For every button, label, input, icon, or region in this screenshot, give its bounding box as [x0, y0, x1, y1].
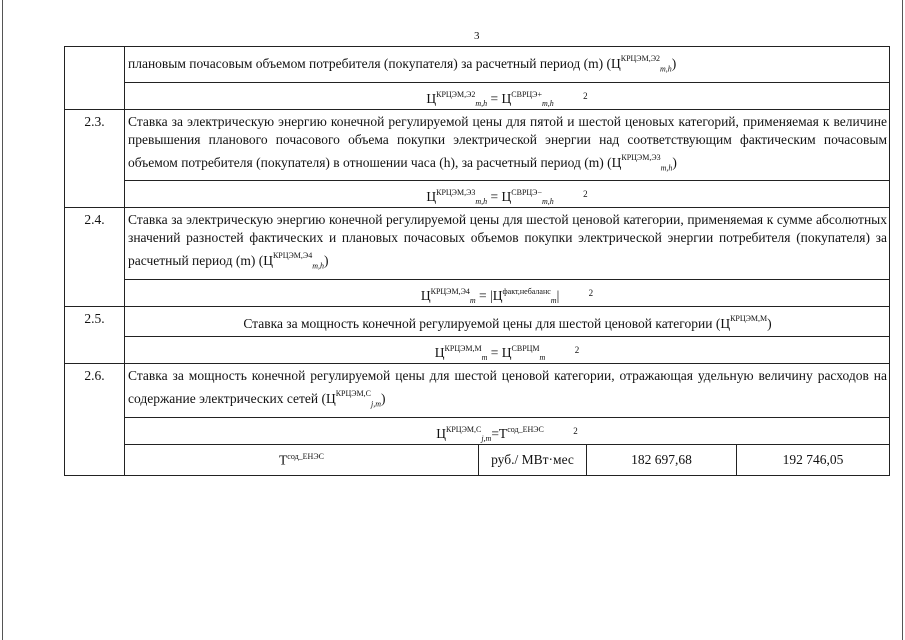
scan-frame-right [902, 0, 903, 640]
row-number: 2.5. [65, 307, 125, 363]
footnote-ref: 2 [573, 425, 578, 436]
table-row [65, 364, 889, 476]
table-row [65, 307, 889, 364]
row-number: 2.3. [65, 110, 125, 208]
row-formula: $Ц^{КРЦЭМ,Э3}_{m,h} = Ц^{СВРЦЭ-}_{m,h}$ $^2$ [426, 188, 588, 207]
row-description: Ставка за мощность конечной регулируемой цены для шестой ценовой категории, отражающая удельную величину расходов на содержание электрических сетей $(Ц^{КРЦЭМ,С}_{j,m})$ [125, 364, 889, 418]
row-formula: $Ц^{КРЦЭМ,С}_{j,m}=Т^{сод\_ЕНЭС}$ $^2$ [125, 418, 889, 445]
row-description: плановым почасовым объемом потребителя (покупателя) за расчетный период (m) $(Ц^{КРЦЭМ,Э2}_{m,h})$ [125, 47, 889, 83]
row-number: 2.4. [65, 208, 125, 306]
footnote-ref: 2 [588, 288, 594, 299]
row-description: Ставка за электрическую энергию конечной регулируемой цены для шестой ценовой категории, применяемая к сумме абсолютных значений разностей фактических и плановых почасовых объемов покупки электрической энергии потребителя (покупателя) за расчетный период (m) $(Ц^{КРЦЭМ,Э4}_{m,h})$ [125, 208, 889, 280]
row-formula: $Ц^{КРЦЭМ,М}_m = Ц^{СВРЦМ}_m$ $^2$ [434, 344, 580, 363]
footnote-ref: 2 [574, 345, 580, 356]
table-row [65, 46, 889, 110]
tariff-parameter: $Т^{сод\_ЕНЭС}$ [125, 445, 479, 475]
scan-frame-left [2, 0, 3, 640]
row-formula: $Ц^{КРЦЭМ,Э2}_{m,h} = Ц^{СВРЦЭ+}_{m,h}$ $^2$ [426, 89, 588, 108]
row-formula: $Ц^{КРЦЭМ,Э4}_m = |Ц^{факт,небаланс}_m|$ $^2$ [420, 287, 594, 306]
footnote-ref: 2 [583, 189, 588, 200]
tariff-value-2: 192 746,05 [782, 451, 844, 467]
tariff-value-1: 182 697,68 [587, 445, 737, 475]
table-row [65, 208, 889, 307]
table-row [65, 110, 889, 209]
row-description: Ставка за мощность конечной регулируемой цены для шестой ценовой категории $(Ц^{КРЦЭМ,М})$ [125, 307, 889, 337]
footnote-ref: 2 [583, 90, 588, 101]
page-number: 3 [474, 30, 480, 42]
tariff-unit: руб./ МВт·мес [479, 445, 587, 475]
document-table [64, 46, 888, 476]
row-number [65, 47, 125, 109]
row-description: Ставка за электрическую энергию конечной регулируемой цены для пятой и шестой ценовых категорий, применяемая к величине превышения планового почасового объема покупки электрической энергии над соответствующим фактическим почасовым объемом потребителя (покупателя) в отношении часа (h), за расчетный период (m) $(Ц^{КРЦЭМ,Э3}_{m,h})$ [125, 110, 889, 182]
row-number: 2.6. [65, 364, 125, 475]
